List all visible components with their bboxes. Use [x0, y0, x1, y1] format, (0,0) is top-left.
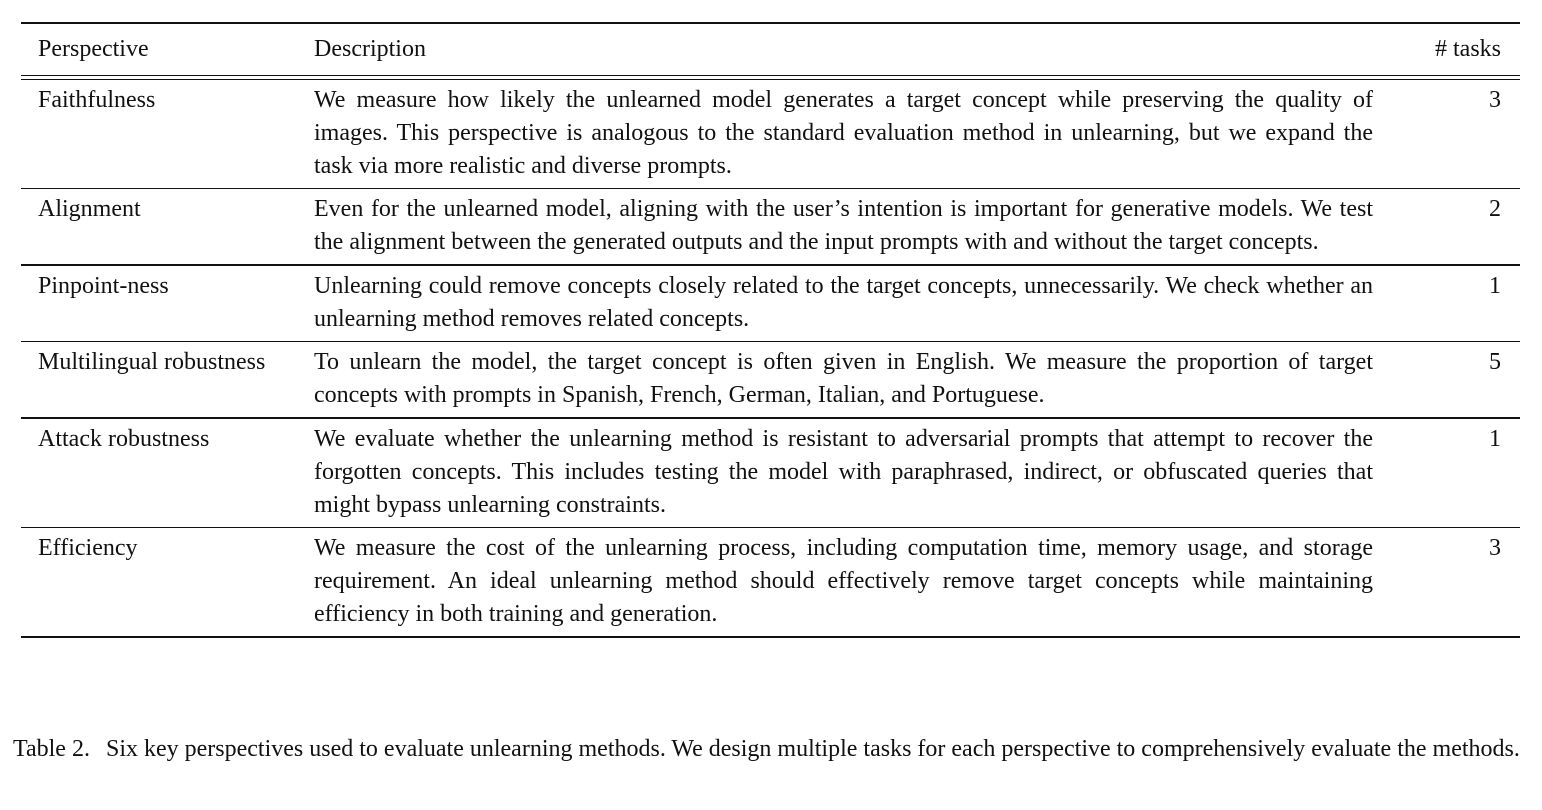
row-perspective: Alignment: [38, 196, 141, 223]
header-double-rule: [21, 75, 1520, 76]
row-description: Even for the unlearned model, aligning with the user’s intention is important for generative models. We test the alignment between the generated outputs and the input prompts with and without the target concepts.: [314, 196, 1373, 256]
table-caption: [13, 734, 1528, 765]
row-description: To unlearn the model, the target concept is often given in English. We measure the proportion of target concepts with prompts in Spanish, French, German, Italian, and Portuguese.: [314, 349, 1373, 409]
row-description: We measure how likely the unlearned model generates a target concept while preserving the quality of images. This perspective is analogous to the standard evaluation method in unlearning, but we expand the task via more realistic and diverse prompts.: [314, 87, 1373, 179]
perspectives-table: [21, 22, 1520, 638]
header-description: Description: [314, 36, 426, 62]
row-perspective: Faithfulness: [38, 87, 156, 113]
row-perspective: Pinpoint-ness: [38, 272, 169, 299]
table-row: [21, 80, 1520, 188]
row-tasks: 2: [1489, 196, 1501, 223]
caption-label: Table 2.: [13, 736, 90, 762]
row-tasks: 3: [1489, 87, 1501, 113]
table-bottom-rule: [21, 636, 1520, 638]
row-perspective: Multilingual robustness: [38, 349, 266, 376]
row-perspective: Attack robustness: [38, 425, 210, 452]
table-row: [21, 342, 1520, 417]
header-perspective: Perspective: [38, 36, 149, 62]
row-perspective: Efficiency: [38, 534, 138, 561]
row-description: We measure the cost of the unlearning process, including computation time, memory usage, and storage requirement. An ideal unlearning method should effectively remove target concepts while maintaining efficiency in both training and generation.: [314, 534, 1373, 627]
row-tasks: 3: [1489, 534, 1501, 561]
table-row: [21, 266, 1520, 341]
table-row: [21, 189, 1520, 264]
row-tasks: 1: [1489, 425, 1501, 452]
header-tasks: # tasks: [1435, 36, 1501, 62]
row-description: Unlearning could remove concepts closely related to the target concepts, unnecessarily. We check whether an unlearning method removes related concepts.: [314, 272, 1373, 332]
caption-text: Six key perspectives used to evaluate unlearning methods. We design multiple tasks for each perspective to comprehensively evaluate the methods.: [105, 736, 1520, 762]
row-tasks: 5: [1489, 349, 1501, 376]
table-header-row: [21, 24, 1520, 75]
table-row: [21, 528, 1520, 636]
table-row: [21, 419, 1520, 527]
row-description: We evaluate whether the unlearning method is resistant to adversarial prompts that attempt to recover the forgotten concepts. This includes testing the model with paraphrased, indirect, or obfuscated queries that might bypass unlearning constraints.: [314, 425, 1373, 518]
row-tasks: 1: [1489, 272, 1501, 299]
